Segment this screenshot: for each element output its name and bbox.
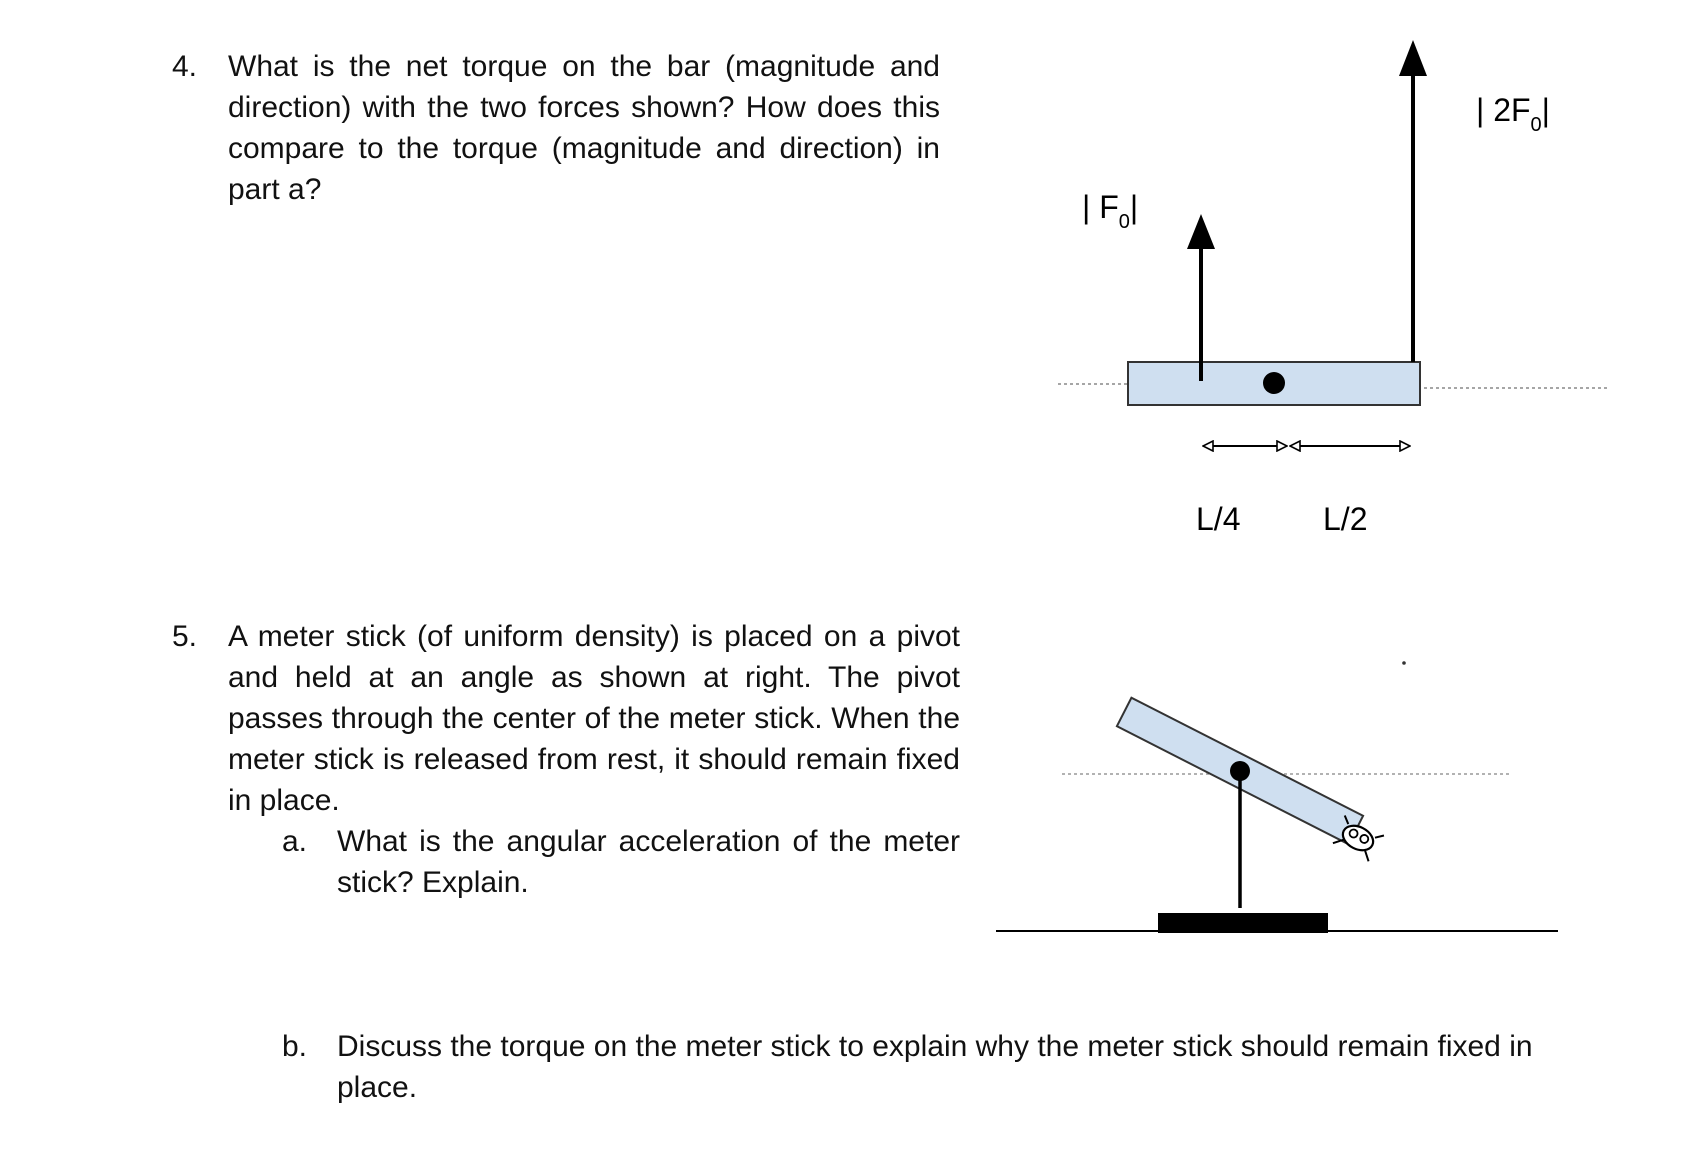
part-a-letter: a.	[282, 825, 308, 858]
question-5-number: 5.	[172, 620, 198, 653]
part-b-letter: b.	[282, 1030, 308, 1063]
question-4-text: What is the net torque on the bar (magnitude and direction) with the two forces shown? How does this compare to the torque (magnitude and direction) in part a?	[228, 50, 940, 206]
pivot-dot	[1230, 761, 1250, 781]
force-large-label: | $2F_0|$	[1476, 92, 1550, 136]
question-5-text: A meter stick (of uniform density) is placed on a pivot and held at an angle as shown at right. The pivot passes through the center of the meter stick. When the meter stick is released from rest, it should remain fixed in place.	[228, 620, 960, 817]
part-a-text: What is the angular acceleration of the meter stick? Explain.	[337, 825, 960, 899]
part-b-text: Discuss the torque on the meter stick to explain why the meter stick should remain fixed in place.	[337, 1030, 1533, 1104]
speck	[1402, 661, 1406, 665]
figure-meter-stick	[996, 661, 1558, 933]
force-small-arrow-head	[1187, 214, 1215, 249]
question-4-number: 4.	[172, 50, 198, 83]
force-large-arrow-head	[1399, 40, 1427, 76]
force-small-label: | $F_0|$	[1082, 189, 1139, 233]
figure-bar-forces	[1058, 40, 1610, 537]
center-dot	[1263, 372, 1285, 394]
distance-right-label: L/2	[1323, 501, 1368, 537]
distance-left-label: L/4	[1196, 501, 1241, 537]
